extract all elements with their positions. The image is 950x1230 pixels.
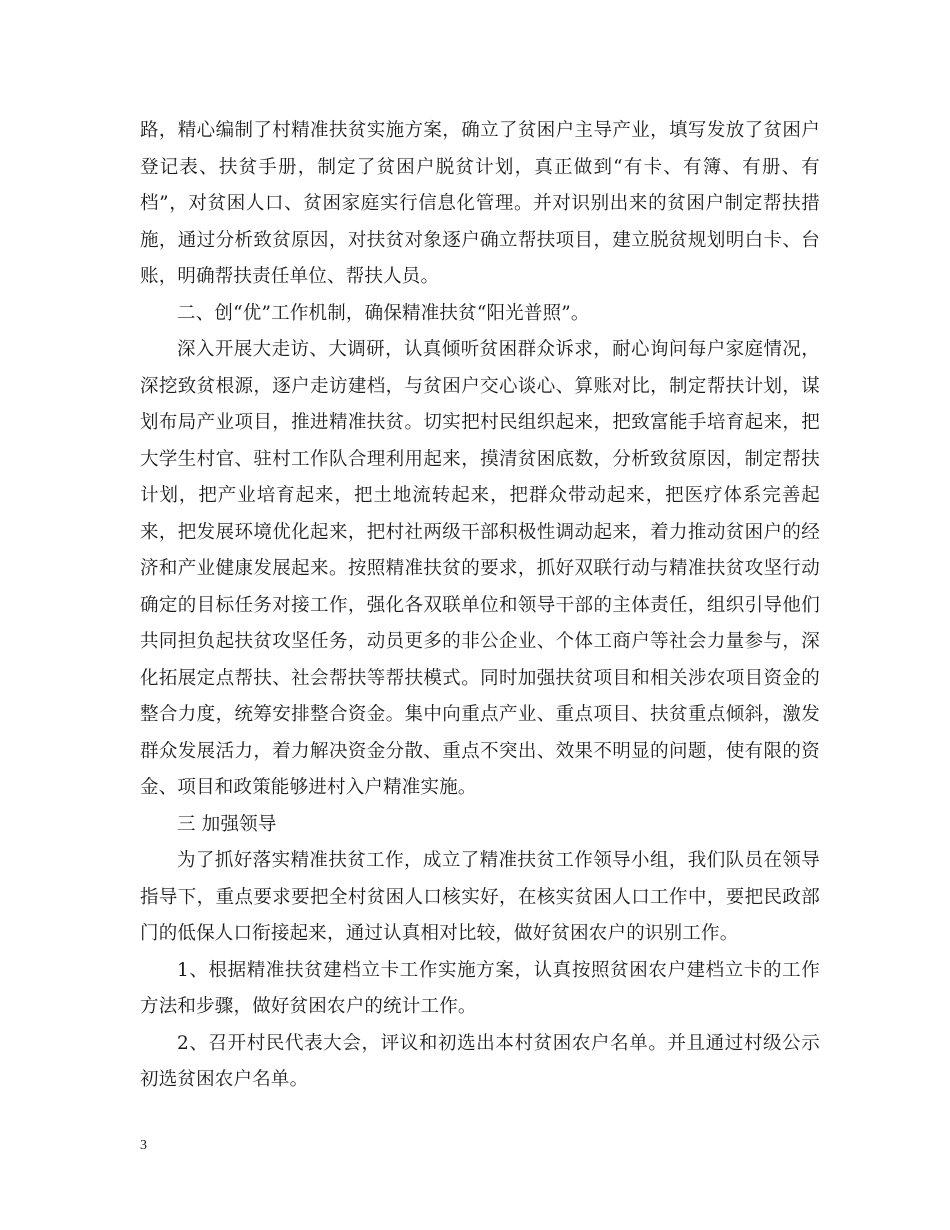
- document-body: [140, 113, 820, 1099]
- paragraph-body: 为了抓好落实精准扶贫工作，成立了精准扶贫工作领导小组，我们队员在领导指导下，重点要求要把全村贫困人口核实好，在核实贫困人口工作中，要把民政部门的低保人口衔接起来，通过认真相对比较，做好贫困农户的识别工作。: [140, 850, 820, 944]
- section-heading-3: 三 加强领导: [177, 813, 277, 835]
- paragraph-continuation: 路，精心编制了村精准扶贫实施方案，确立了贫困户主导产业，填写发放了贫困户登记表、扶贫手册，制定了贫困户脱贫计划，真正做到“有卡、有簿、有册、有档”，对贫困人口、贫困家庭实行信息化管理。并对识别出来的贫困户制定帮扶措施，通过分析致贫原因，对扶贫对象逐户确立帮扶项目，建立脱贫规划明白卡、台账，明确帮扶责任单位、帮扶人员。: [140, 120, 820, 287]
- section-heading-2: 二、创“优”工作机制，确保精准扶贫“阳光普照”。: [177, 302, 590, 324]
- page-number: 3: [140, 1138, 147, 1153]
- list-item-2: 2、召开村民代表大会，评议和初选出本村贫困农户名单。并且通过村级公示初选贫困农户名单。: [140, 1032, 820, 1090]
- list-item-1: 1、根据精准扶贫建档立卡工作实施方案，认真按照贫困农户建档立卡的工作方法和步骤，做好贫困农户的统计工作。: [140, 959, 820, 1017]
- paragraph-body: 深入开展大走访、大调研，认真倾听贫困群众诉求，耐心询问每户家庭情况，深挖致贫根源，逐户走访建档，与贫困户交心谈心、算账对比，制定帮扶计划，谋划布局产业项目，推进精准扶贫。切实把村民组织起来，把致富能手培育起来，把大学生村官、驻村工作队合理利用起来，摸清贫困底数，分析致贫原因，制定帮扶计划，把产业培育起来，把土地流转起来，把群众带动起来，把医疗体系完善起来，把发展环境优化起来，把村社两级干部积极性调动起来，着力推动贫困户的经济和产业健康发展起来。按照精准扶贫的要求，抓好双联行动与精准扶贫攻坚行动确定的目标任务对接工作，强化各双联单位和领导干部的主体责任，组织引导他们共同担负起扶贫攻坚任务，动员更多的非公企业、个体工商户等社会力量参与，深化拓展定点帮扶、社会帮扶等帮扶模式。同时加强扶贫项目和相关涉农项目资金的整合力度，统筹安排整合资金。集中向重点产业、重点项目、扶贫重点倾斜，激发群众发展活力，着力解决资金分散、重点不突出、效果不明显的问题，使有限的资金、项目和政策能够进村入户精准实施。: [140, 339, 820, 798]
